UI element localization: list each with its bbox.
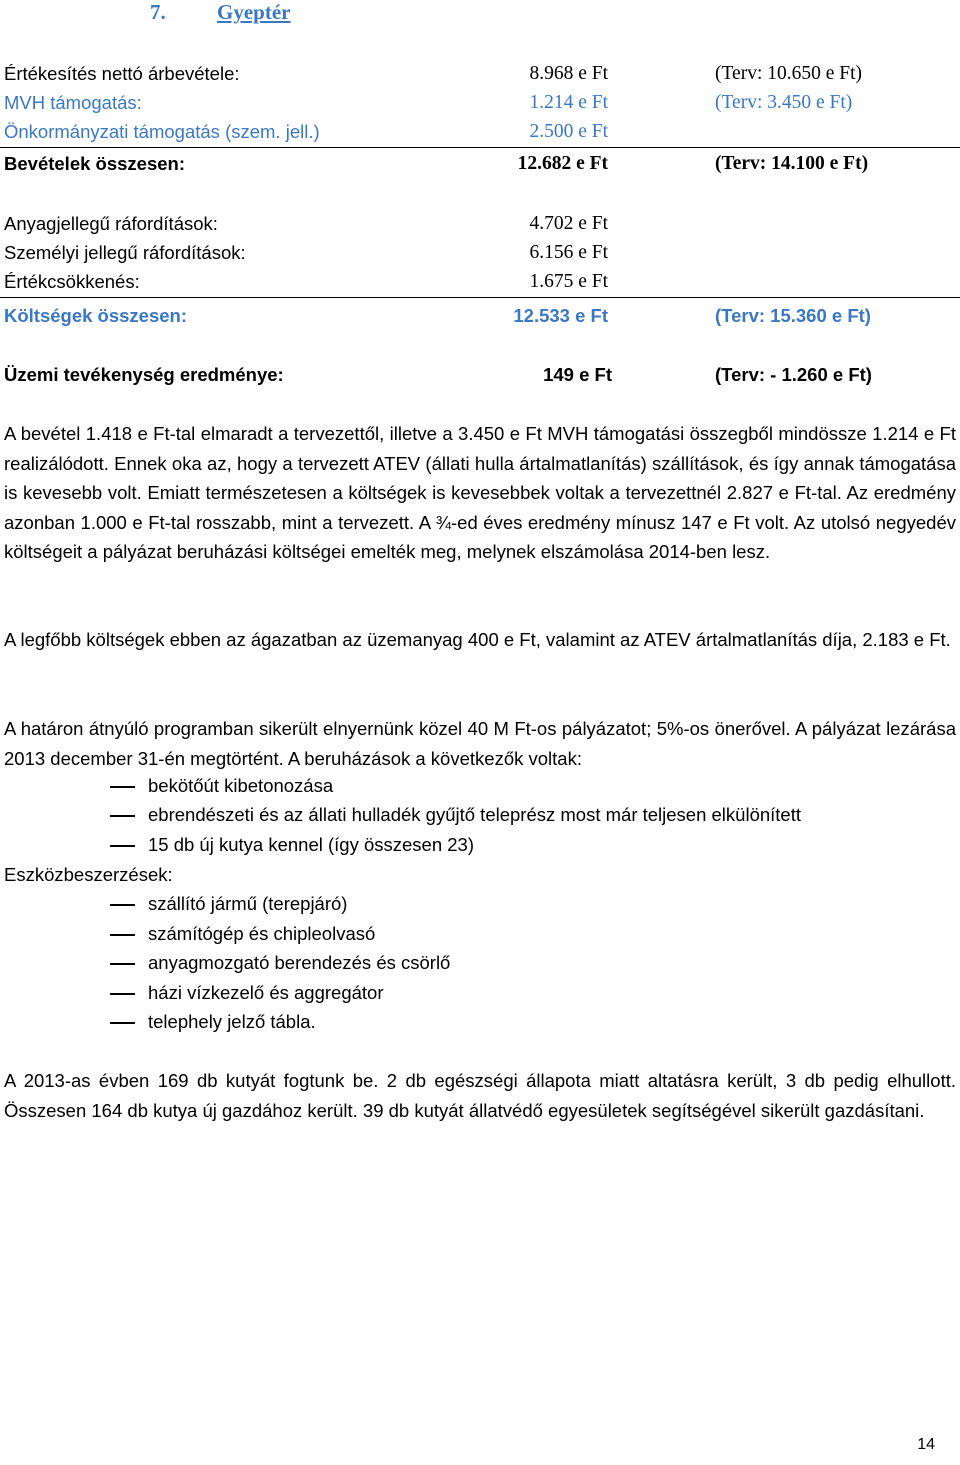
list-item-text: szállító jármű (terepjáró) <box>148 893 348 914</box>
list-item-text: házi vízkezelő és aggregátor <box>148 982 384 1003</box>
revenue-label: Értékesítés nettó árbevétele: <box>4 63 240 84</box>
result-label: Üzemi tevékenység eredménye: <box>4 364 284 385</box>
revenue-row <box>4 89 960 117</box>
cost-row <box>4 239 960 267</box>
cost-row <box>4 268 960 296</box>
result-value: 149 e Ft <box>543 364 612 385</box>
dash-icon <box>110 904 135 906</box>
divider <box>0 297 960 298</box>
revenue-total-label: Bevételek összesen: <box>4 153 185 174</box>
list-item-text: számítógép és chipleolvasó <box>148 923 376 944</box>
revenue-row <box>4 60 960 88</box>
revenue-value: 8.968 e Ft <box>529 63 608 84</box>
list-item-text: ebrendészeti és az állati hulladék gyűjtő teleprész most már teljesen elkülönített <box>148 804 801 825</box>
list-item-text: bekötőút kibetonozása <box>148 775 334 796</box>
dash-icon <box>110 786 135 788</box>
section-title: Gyeptér <box>217 0 291 24</box>
equipment-heading: Eszközbeszerzések: <box>4 864 173 885</box>
revenue-value: 2.500 e Ft <box>529 121 608 142</box>
revenue-label: Önkormányzati támogatás (szem. jell.) <box>4 121 320 142</box>
dash-icon <box>110 934 135 936</box>
cost-row <box>4 210 960 238</box>
page-number: 14 <box>917 1436 935 1453</box>
cost-label: Személyi jellegű ráfordítások: <box>4 242 246 263</box>
cost-value: 6.156 e Ft <box>529 242 608 263</box>
result-plan: (Terv: - 1.260 e Ft) <box>715 364 872 385</box>
revenue-plan: (Terv: 10.650 e Ft) <box>715 63 863 84</box>
section-number: 7. <box>150 0 166 24</box>
cost-label: Értékcsökkenés: <box>4 271 140 292</box>
list-item-text: telephely jelző tábla. <box>148 1011 316 1032</box>
dash-icon <box>110 963 135 965</box>
cost-label: Anyagjellegű ráfordítások: <box>4 213 218 234</box>
list-item-text: 15 db új kutya kennel (így összesen 23) <box>148 834 474 855</box>
revenue-row <box>4 118 960 146</box>
paragraph-dogs: A 2013-as évben 169 db kutyát fogtunk be. 2 db egészségi állapota miatt altatásra került, 3 db pedig elhullott. Összesen 164 db kutya új gazdához került. 39 db kutyát állatvédő egyesületek segítségével sikerült gazdásítani. <box>4 1070 956 1121</box>
revenue-value: 1.214 e Ft <box>529 92 608 113</box>
paragraph-main-costs: A legfőbb költségek ebben az ágazatban az üzemanyag 400 e Ft, valamint az ATEV ártalmatlanítás díja, 2.183 e Ft. <box>4 629 951 650</box>
revenue-total-plan: (Terv: 14.100 e Ft) <box>715 153 869 174</box>
costs-total-value: 12.533 e Ft <box>513 305 608 326</box>
paragraph-grant: A határon átnyúló programban sikerült elnyernünk közel 40 M Ft-os pályázatot; 5%-os önerővel. A pályázat lezárása 2013 december 31-én megtörtént. A beruházások a következők voltak: <box>4 718 956 769</box>
cost-value: 4.702 e Ft <box>529 213 608 234</box>
divider <box>0 147 960 148</box>
costs-total-plan: (Terv: 15.360 e Ft) <box>715 305 871 326</box>
list-item-text: anyagmozgató berendezés és csörlő <box>148 952 451 973</box>
costs-total-label: Költségek összesen: <box>4 305 188 326</box>
dash-icon <box>110 845 135 847</box>
costs-total-row <box>4 302 960 330</box>
result-row <box>4 361 960 389</box>
dash-icon <box>110 1022 135 1024</box>
dash-icon <box>110 993 135 995</box>
revenue-label: MVH támogatás: <box>4 92 142 113</box>
revenue-total-value: 12.682 e Ft <box>517 153 608 174</box>
dash-icon <box>110 815 135 817</box>
paragraph-revenue-analysis: A bevétel 1.418 e Ft-tal elmaradt a tervezettől, illetve a 3.450 e Ft MVH támogatási összegből mindössze 1.214 e Ft realizálódott. Ennek oka az, hogy a tervezett ATEV (állati hulla ártalmatlanítás) szállítások, és így annak támogatása is kevesebb volt. Emiatt természetesen a költségek is kevesebbek voltak a tervezettnél 2.827 e Ft-tal. Az eredmény azonban 1.000 e Ft-tal rosszabb, mint a tervezett. A ¾-ed éves eredmény mínusz 147 e Ft volt. Az utolsó negyedév költségeit a pályázat beruházási költségei emelték meg, melynek elszámolása 2014-ben lesz. <box>4 423 956 562</box>
cost-value: 1.675 e Ft <box>529 271 608 292</box>
revenue-plan: (Terv: 3.450 e Ft) <box>715 92 853 113</box>
revenue-total-row <box>4 150 960 178</box>
